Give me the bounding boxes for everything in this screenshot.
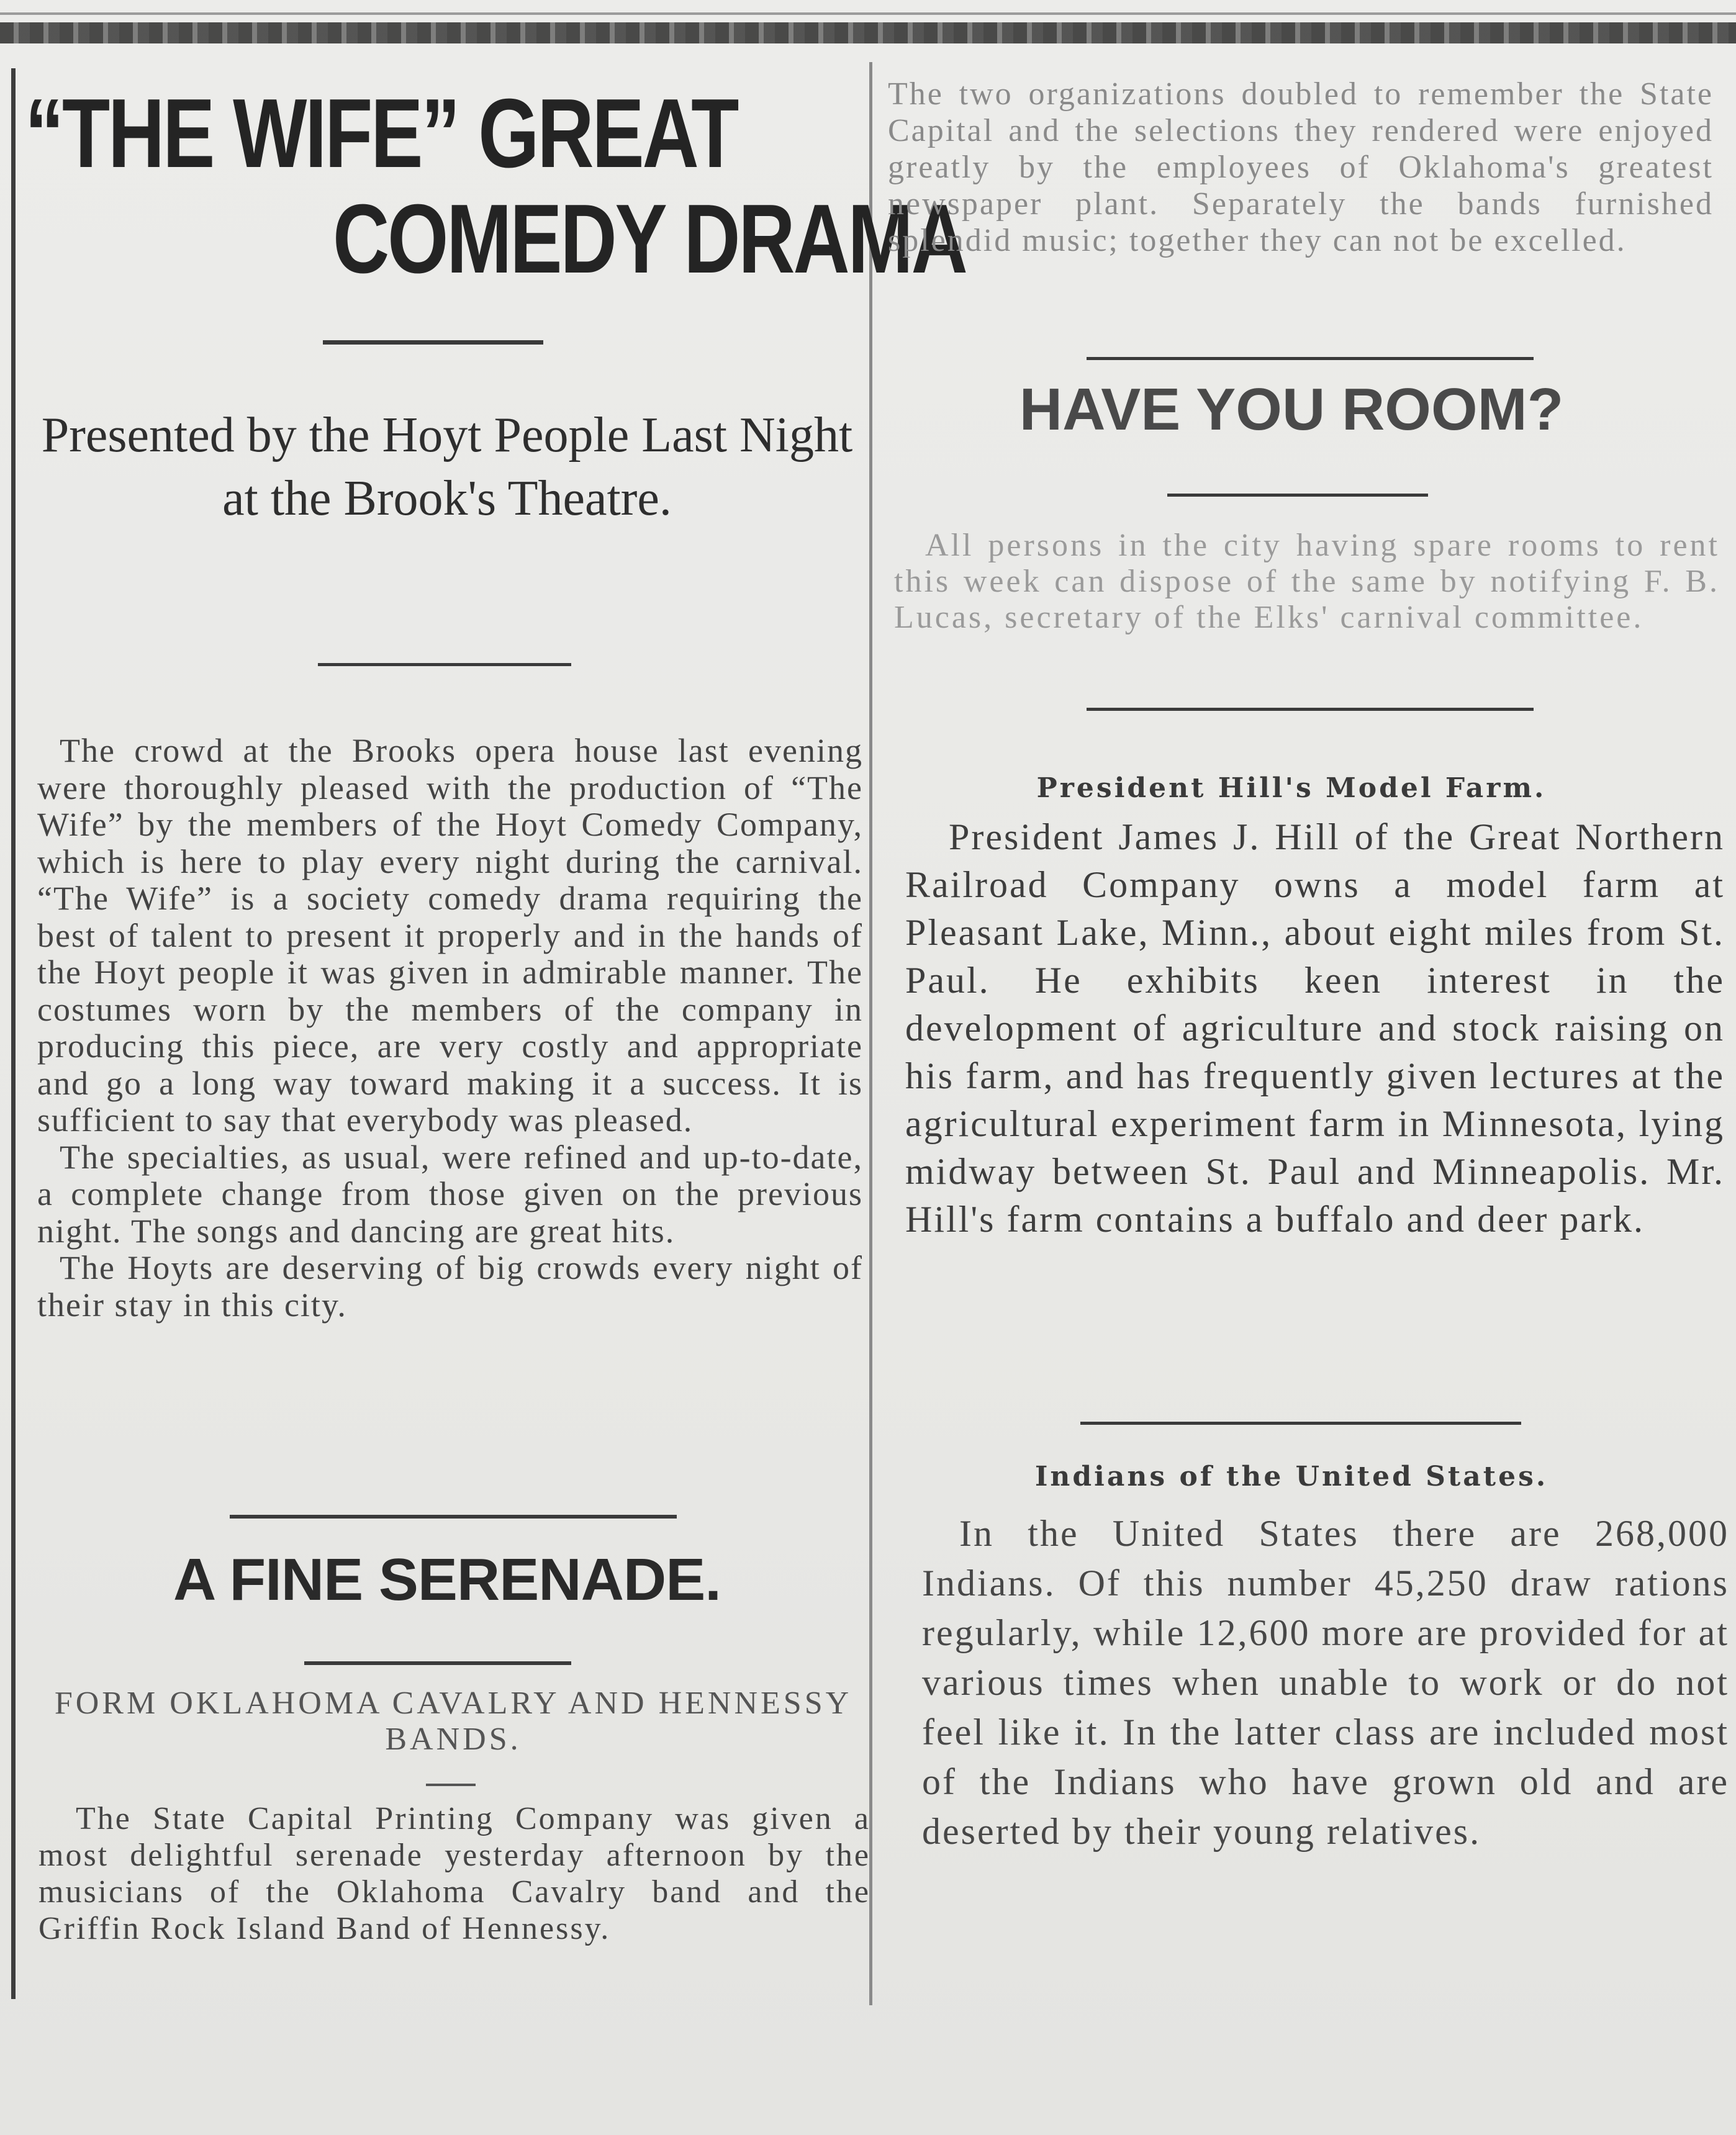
- left-column-rule: [11, 68, 16, 1999]
- hill-paragraph: President James J. Hill of the Great Northern Railroad Company owns a model farm at Pleasant Lake, Minn., about eight miles from St. Paul. He exhibits keen interest in the development of agriculture and stock raising on his farm, and has frequently given lectures at the agricultural experiment farm in Minnesota, lying midway between St. Paul and Minneapolis. Mr. Hill's farm contains a buffalo and deer park.: [905, 816, 1725, 1240]
- small-dash: [426, 1784, 476, 1786]
- indians-top-divider: [1080, 1422, 1521, 1425]
- hill-top-divider: [1087, 708, 1534, 711]
- wife-paragraph-2: The specialties, as usual, were refined and up-to-date, a complete change from those given on the previous night. The songs and dancing are great hits.: [37, 1138, 863, 1250]
- serenade-article-body: [38, 1800, 870, 1947]
- wife-headline: [25, 79, 966, 294]
- serenade-subhead: FORM OKLAHOMA CAVALRY AND HENNESSY BANDS.: [54, 1686, 852, 1757]
- room-paragraph: All persons in the city having spare rooms to rent this week can dispose of the same by notifying F. B. Lucas, secretary of the Elks' carnival committee.: [894, 528, 1720, 635]
- wife-paragraph-3: The Hoyts are deserving of big crowds every night of their stay in this city.: [37, 1249, 863, 1324]
- center-column-rule: [869, 62, 872, 2005]
- headline-divider: [323, 340, 543, 345]
- room-article-body: [894, 528, 1720, 636]
- serenade-continued-body: [888, 76, 1714, 259]
- subhead-divider: [318, 663, 571, 666]
- serenade-divider: [304, 1661, 571, 1665]
- serenade-continued-paragraph: The two organizations doubled to remember the State Capital and the selections they rendered were enjoyed greatly by the employees of Oklahoma's greatest newspaper plant. Separately the bands furnished splendid music; together they can not be excelled.: [888, 76, 1714, 258]
- room-headline: HAVE YOU ROOM?: [1019, 376, 1564, 443]
- top-heavy-rule: [0, 22, 1736, 43]
- wife-subhead: Presented by the Hoyt People Last Night at the Brook's Theatre.: [41, 408, 853, 526]
- indians-article-body: [922, 1509, 1729, 1856]
- article-divider: [230, 1515, 677, 1519]
- wife-headline-line2: COMEDY DRAMA: [333, 184, 966, 294]
- indians-paragraph: In the United States there are 268,000 Indians. Of this number 45,250 draw rations regularly, while 12,600 more are provided for at various times when unable to work or do not feel like it. In the latter class are included most of the Indians who have grown old and are deserted by their young relatives.: [922, 1513, 1729, 1852]
- room-divider: [1167, 494, 1428, 497]
- serenade-headline: A FINE SERENADE.: [173, 1546, 721, 1613]
- top-thin-rule: [0, 12, 1736, 15]
- indians-headline: Indians of the United States.: [1034, 1461, 1548, 1492]
- wife-article-body: [37, 733, 863, 1324]
- wife-paragraph-1: The crowd at the Brooks opera house last evening were thoroughly pleased with the production of “The Wife” by the members of the Hoyt Comedy Company, which is here to play every night during the carnival. “The Wife” is a society comedy drama requiring the best of talent to present it properly and in the hands of the Hoyt people it was given in admirable manner. The costumes worn by the members of the company in producing this piece, are very costly and appropriate and go a long way toward making it a success. It is sufficient to say that everybody was pleased.: [37, 732, 863, 1139]
- serenade-paragraph: The State Capital Printing Company was given a most delightful serenade yesterday afternoon by the musicians of the Oklahoma Cavalry band and the Griffin Rock Island Band of Hennessy.: [38, 1801, 870, 1946]
- wife-headline-line1: “THE WIFE” GREAT: [25, 79, 738, 188]
- hill-headline: President Hill's Model Farm.: [1036, 772, 1547, 804]
- hill-article-body: [905, 813, 1725, 1244]
- room-top-divider: [1087, 357, 1534, 360]
